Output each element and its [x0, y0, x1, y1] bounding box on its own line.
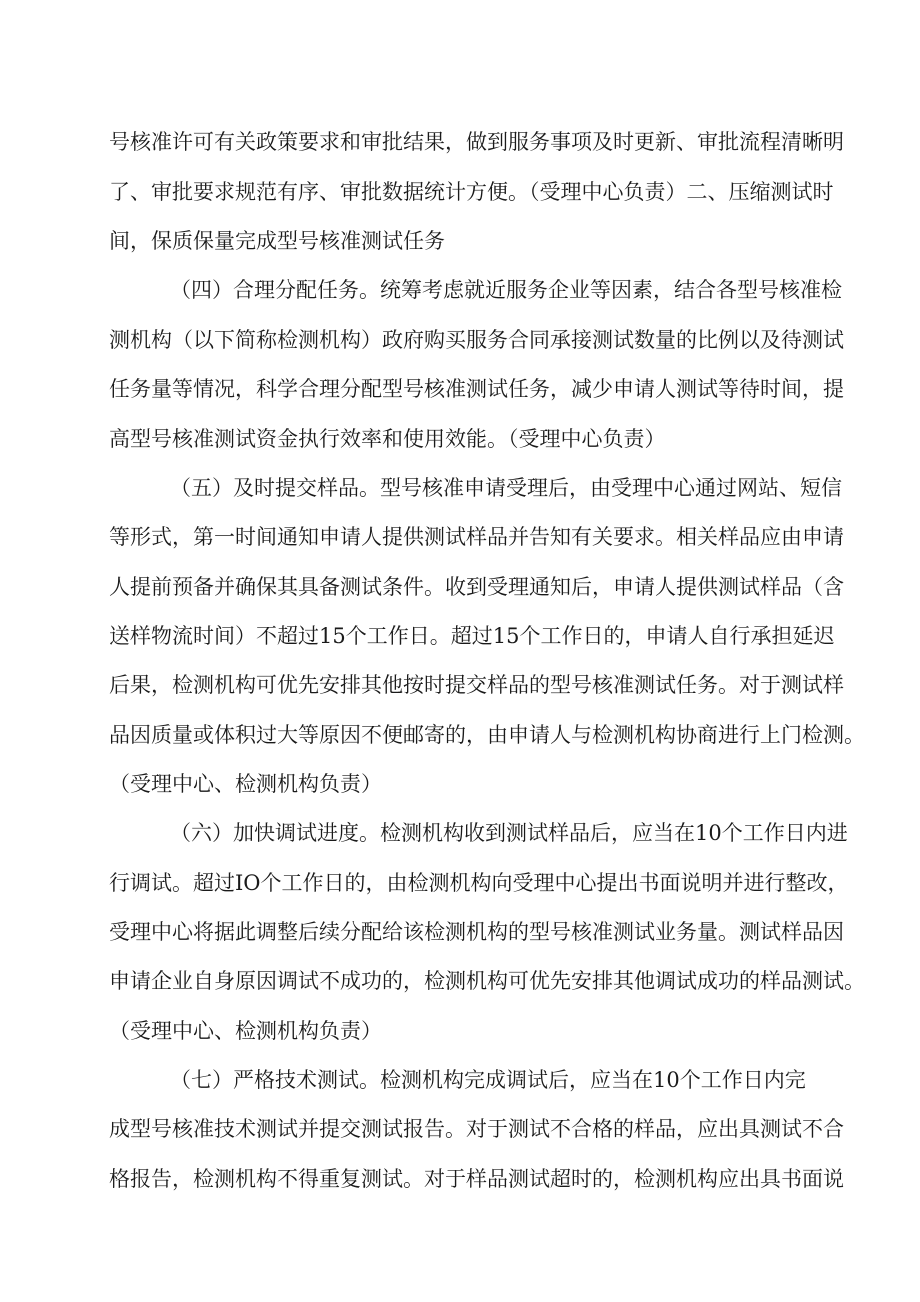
text-line-8: （五）及时提交样品。型号核准申请受理后，由受理中心通过网站、短信 — [170, 476, 842, 500]
text-line-5: 测机构（以下简称检测机构）政府购买服务合同承接测试数量的比例以及待测试 — [109, 328, 844, 352]
text-line-1: 号核准许可有关政策要求和审批结果，做到服务事项及时更新、审批流程清晰明 — [109, 130, 844, 154]
text-line-17: 受理中心将据此调整后续分配给该检测机构的型号核准测试业务量。测试样品因 — [109, 920, 844, 944]
text-line-22: 格报告，检测机构不得重复测试。对于样品测试超时的，检测机构应出具书面说 — [109, 1167, 844, 1191]
text-line-6: 任务量等情况，科学合理分配型号核准测试任务，减少申请人测试等待时间，提 — [109, 377, 844, 401]
text-line-7: 高型号核准测试资金执行效率和使用效能。（受理中心负责） — [109, 427, 666, 451]
text-line-15: （六）加快调试进度。检测机构收到测试样品后，应当在10个工作日内进 — [170, 821, 848, 845]
text-line-9: 等形式，第一时间通知申请人提供测试样品并告知有关要求。相关样品应由申请 — [109, 525, 844, 549]
text-line-19: （受理中心、检测机构负责） — [109, 1019, 382, 1043]
text-line-3: 间，保质保量完成型号核准测试任务 — [109, 229, 445, 253]
text-line-12: 后果，检测机构可优先安排其他按时提交样品的型号核准测试任务。对于测试样 — [109, 673, 844, 697]
text-line-11: 送样物流时间）不超过15个工作日。超过15个工作日的，申请人自行承担延迟 — [109, 624, 835, 648]
text-line-18: 申请企业自身原因调试不成功的，检测机构可优先安排其他调试成功的样品测试。 — [109, 969, 865, 993]
text-line-2: 了、审批要求规范有序、审批数据统计方便。（受理中心负责）二、压缩测试时 — [109, 180, 834, 204]
text-line-20: （七）严格技术测试。检测机构完成调试后，应当在10个工作日内完 — [170, 1068, 806, 1092]
text-line-10: 人提前预备并确保其具备测试条件。收到受理通知后，申请人提供测试样品（含 — [109, 575, 844, 599]
text-line-13: 品因质量或体积过大等原因不便邮寄的，由申请人与检测机构协商进行上门检测。 — [109, 723, 865, 747]
text-line-21: 成型号核准技术测试并提交测试报告。对于测试不合格的样品，应出具测试不合 — [109, 1117, 844, 1141]
text-line-14: （受理中心、检测机构负责） — [109, 772, 382, 796]
text-line-4: （四）合理分配任务。统筹考虑就近服务企业等因素，结合各型号核准检 — [170, 278, 842, 302]
text-line-16: 行调试。超过IO个工作日的，由检测机构向受理中心提出书面说明并进行整改， — [109, 871, 849, 895]
